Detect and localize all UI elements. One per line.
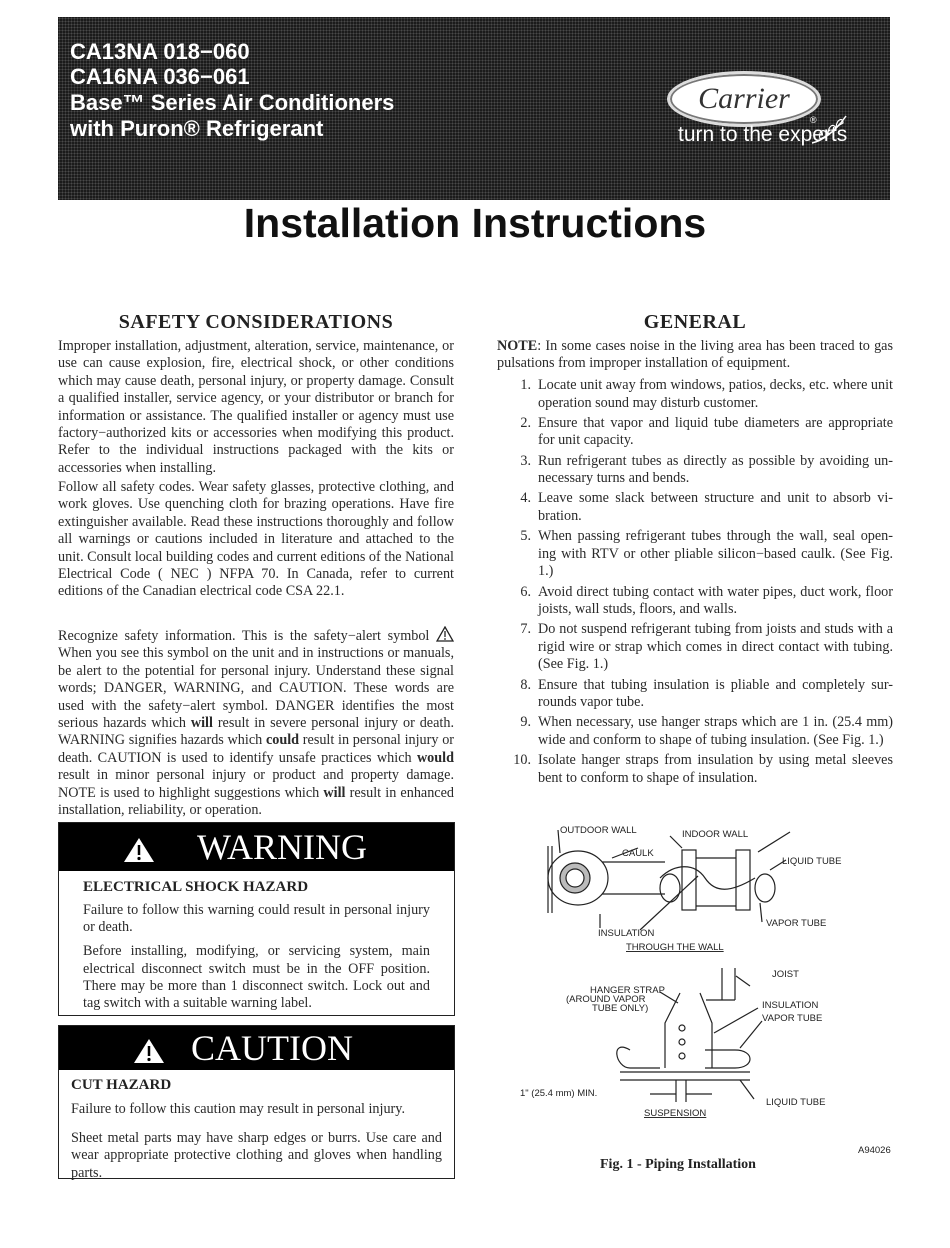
figure-caption: Fig. 1 - Piping Installation — [600, 1157, 756, 1172]
caution-alert-icon — [129, 1036, 169, 1066]
warning-label: WARNING — [197, 827, 367, 867]
label-liquid-tube: LIQUID TUBE — [782, 856, 842, 867]
refrigerant-line: with Puron® Refrigerant — [70, 116, 324, 141]
list-item: 9. When necessary, use hanger straps which are 1 in. (25.4 mm) wide and conform to shape of tubing insulation. (See Fig. 1.) — [520, 714, 893, 749]
page-title: Installation Instructions — [243, 200, 707, 246]
word-would: would — [416, 749, 454, 766]
label-through-the-wall: THROUGH THE WALL — [626, 942, 724, 953]
list-item: 5. When passing refrigerant tubes through the wall, seal open-ing with RTV or other pliable silicon−based caulk. (See Fig. 1.) — [520, 528, 893, 580]
safety-heading: SAFETY CONSIDERATIONS — [118, 311, 394, 333]
list-item: 6. Avoid direct tubing contact with water pipes, duct work, floor joists, wall studs, floors, and walls. — [520, 583, 893, 618]
label-indoor-wall: INDOOR WALL — [682, 829, 749, 840]
list-item: 4. Leave some slack between structure and unit to absorb vi-bration. — [520, 490, 893, 524]
figure-id: A94026 — [858, 1145, 891, 1156]
label-insulation: INSULATION — [598, 928, 655, 939]
list-item: 3. Run refrigerant tubes as directly as possible by avoiding un-necessary turns and bends. — [520, 452, 893, 487]
safety-paragraph-2: Follow all safety codes. Wear safety glasses, protective clothing, and work gloves. Use quenching cloth for brazing operations. Have fire extinguisher available. Read these instructions thoroughly and follow all warnings or cautions included in literature and attached to the unit. Consult local building codes and current editions of the National Electrical Code ( NEC ) NFPA 70. In Canada, refer to current editions of the Canadian electrical code CSA 22.1. — [58, 479, 454, 600]
warning-text-1: Failure to follow this warning could result in personal injury or death. — [83, 902, 430, 936]
through-wall-illustration — [548, 830, 790, 930]
list-item: 7. Do not suspend refrigerant tubing from joists and studs with a rigid wire or strap which comes in direct contact with tubing.(See Fig. 1.) — [520, 621, 893, 673]
list-item: 1. Locate unit away from windows, patios, decks, etc. where unit operation sound may disturb customer. — [520, 377, 893, 411]
general-list — [497, 377, 893, 790]
label-suspension: SUSPENSION — [644, 1108, 707, 1119]
list-item: 2. Ensure that vapor and liquid tube diameters are appropriate for unit capacity. — [520, 414, 893, 449]
header-banner — [58, 17, 890, 200]
safety-p3-f: result in enhanced installation, reliability, or operation. — [58, 784, 454, 819]
safety-p3-b: When you see this symbol on the unit and in instructions or manuals, be alert to the potential for personal injury. Understand these signal words; DANGER, WARNING, and CAUTION. These words are used with the safety−alert symbol. DANGER identifies the most serious hazards which — [58, 645, 454, 732]
label-caulk: CAULK — [622, 848, 654, 859]
label-min-spacing: 1" (25.4 mm) MIN. — [520, 1088, 598, 1099]
note-text: : In some cases noise in the living area has been traced to gas pulsations from improper installation of equipment. — [497, 338, 893, 372]
general-heading: GENERAL — [643, 311, 747, 333]
logo-registered-mark: ® — [810, 115, 817, 125]
label-insulation-2: INSULATION — [762, 1000, 819, 1011]
caution-box — [58, 1025, 455, 1179]
word-will-2: will — [323, 784, 346, 801]
safety-p3-a: Recognize safety information. This is the safety−alert symbol — [58, 628, 430, 644]
caution-header — [59, 1026, 454, 1070]
caution-text-1: Failure to follow this caution may result in personal injury. — [71, 1101, 406, 1117]
carrier-logo: Carrier — [667, 71, 821, 127]
caution-label: CAUTION — [191, 1028, 353, 1068]
safety-paragraph-3 — [58, 626, 454, 819]
safety-alert-icon — [436, 626, 454, 642]
label-hanger-strap: HANGER STRAP — [590, 985, 665, 996]
label-vapor-tube-2: VAPOR TUBE — [762, 1013, 823, 1024]
label-joist: JOIST — [772, 969, 799, 980]
warning-alert-icon — [119, 835, 159, 865]
safety-p3-d: result in personal injury or death. CAUTION is used to identify unsafe practices which — [58, 732, 455, 766]
label-hanger-strap-2: (AROUND VAPOR — [566, 994, 646, 1005]
label-outdoor-wall: OUTDOOR WALL — [560, 825, 637, 836]
note-label: NOTE — [497, 338, 538, 354]
safety-p3-e: result in minor personal injury or product and property damage. NOTE is used to highlight suggestions which — [58, 767, 454, 801]
warning-hazard-title: ELECTRICAL SHOCK HAZARD — [83, 879, 309, 895]
tagline: turn to the experts — [678, 123, 848, 146]
label-hanger-strap-3: TUBE ONLY) — [592, 1003, 649, 1014]
general-note — [497, 338, 893, 373]
safety-paragraph-1: Improper installation, adjustment, alteration, service, maintenance, or use can cause explosion, fire, electrical shock, or other conditions which may cause death, personal injury, or property damage. Consult a qualified installer, service agency, or your distributor or branch for information or assistance. The qualified installer or agency must use factory−authorized kits or accessories when modifying this product. Refer to the individual instructions packaged with the kits or accessories when installing. — [58, 338, 454, 476]
caution-text-2: Sheet metal parts may have sharp edges or burrs. Use care and wear appropriate protective clothing and gloves when handling parts. — [71, 1130, 442, 1181]
warning-header — [59, 823, 454, 871]
list-item: 10. Isolate hanger straps from insulation by using metal sleeves bent to conform to shape of insulation. — [513, 752, 893, 786]
leaf-icon — [808, 113, 850, 147]
list-item: 8. Ensure that tubing insulation is pliable and completely sur-rounds vapor tube. — [520, 676, 893, 711]
model-line-1: CA13NA 018−060 — [70, 39, 250, 64]
series-line: Base™ Series Air Conditioners — [70, 90, 395, 115]
safety-p3-c: result in severe personal injury or death. WARNING signifies hazards which — [58, 715, 454, 749]
warning-text-2: Before installing, modifying, or servicing system, main electrical disconnect switch must be in the OFF position. There may be more than 1 disconnect switch. Lock out and tag switch with a suitable warning label. — [83, 943, 430, 1012]
label-vapor-tube: VAPOR TUBE — [766, 918, 827, 929]
piping-installation-diagram — [500, 818, 880, 1123]
word-could: could — [265, 732, 300, 749]
warning-box — [58, 822, 455, 1016]
label-liquid-tube-2: LIQUID TUBE — [766, 1097, 826, 1108]
caution-hazard-title: CUT HAZARD — [71, 1077, 172, 1093]
word-will-1: will — [190, 715, 213, 732]
model-line-2: CA16NA 036−061 — [70, 64, 250, 89]
